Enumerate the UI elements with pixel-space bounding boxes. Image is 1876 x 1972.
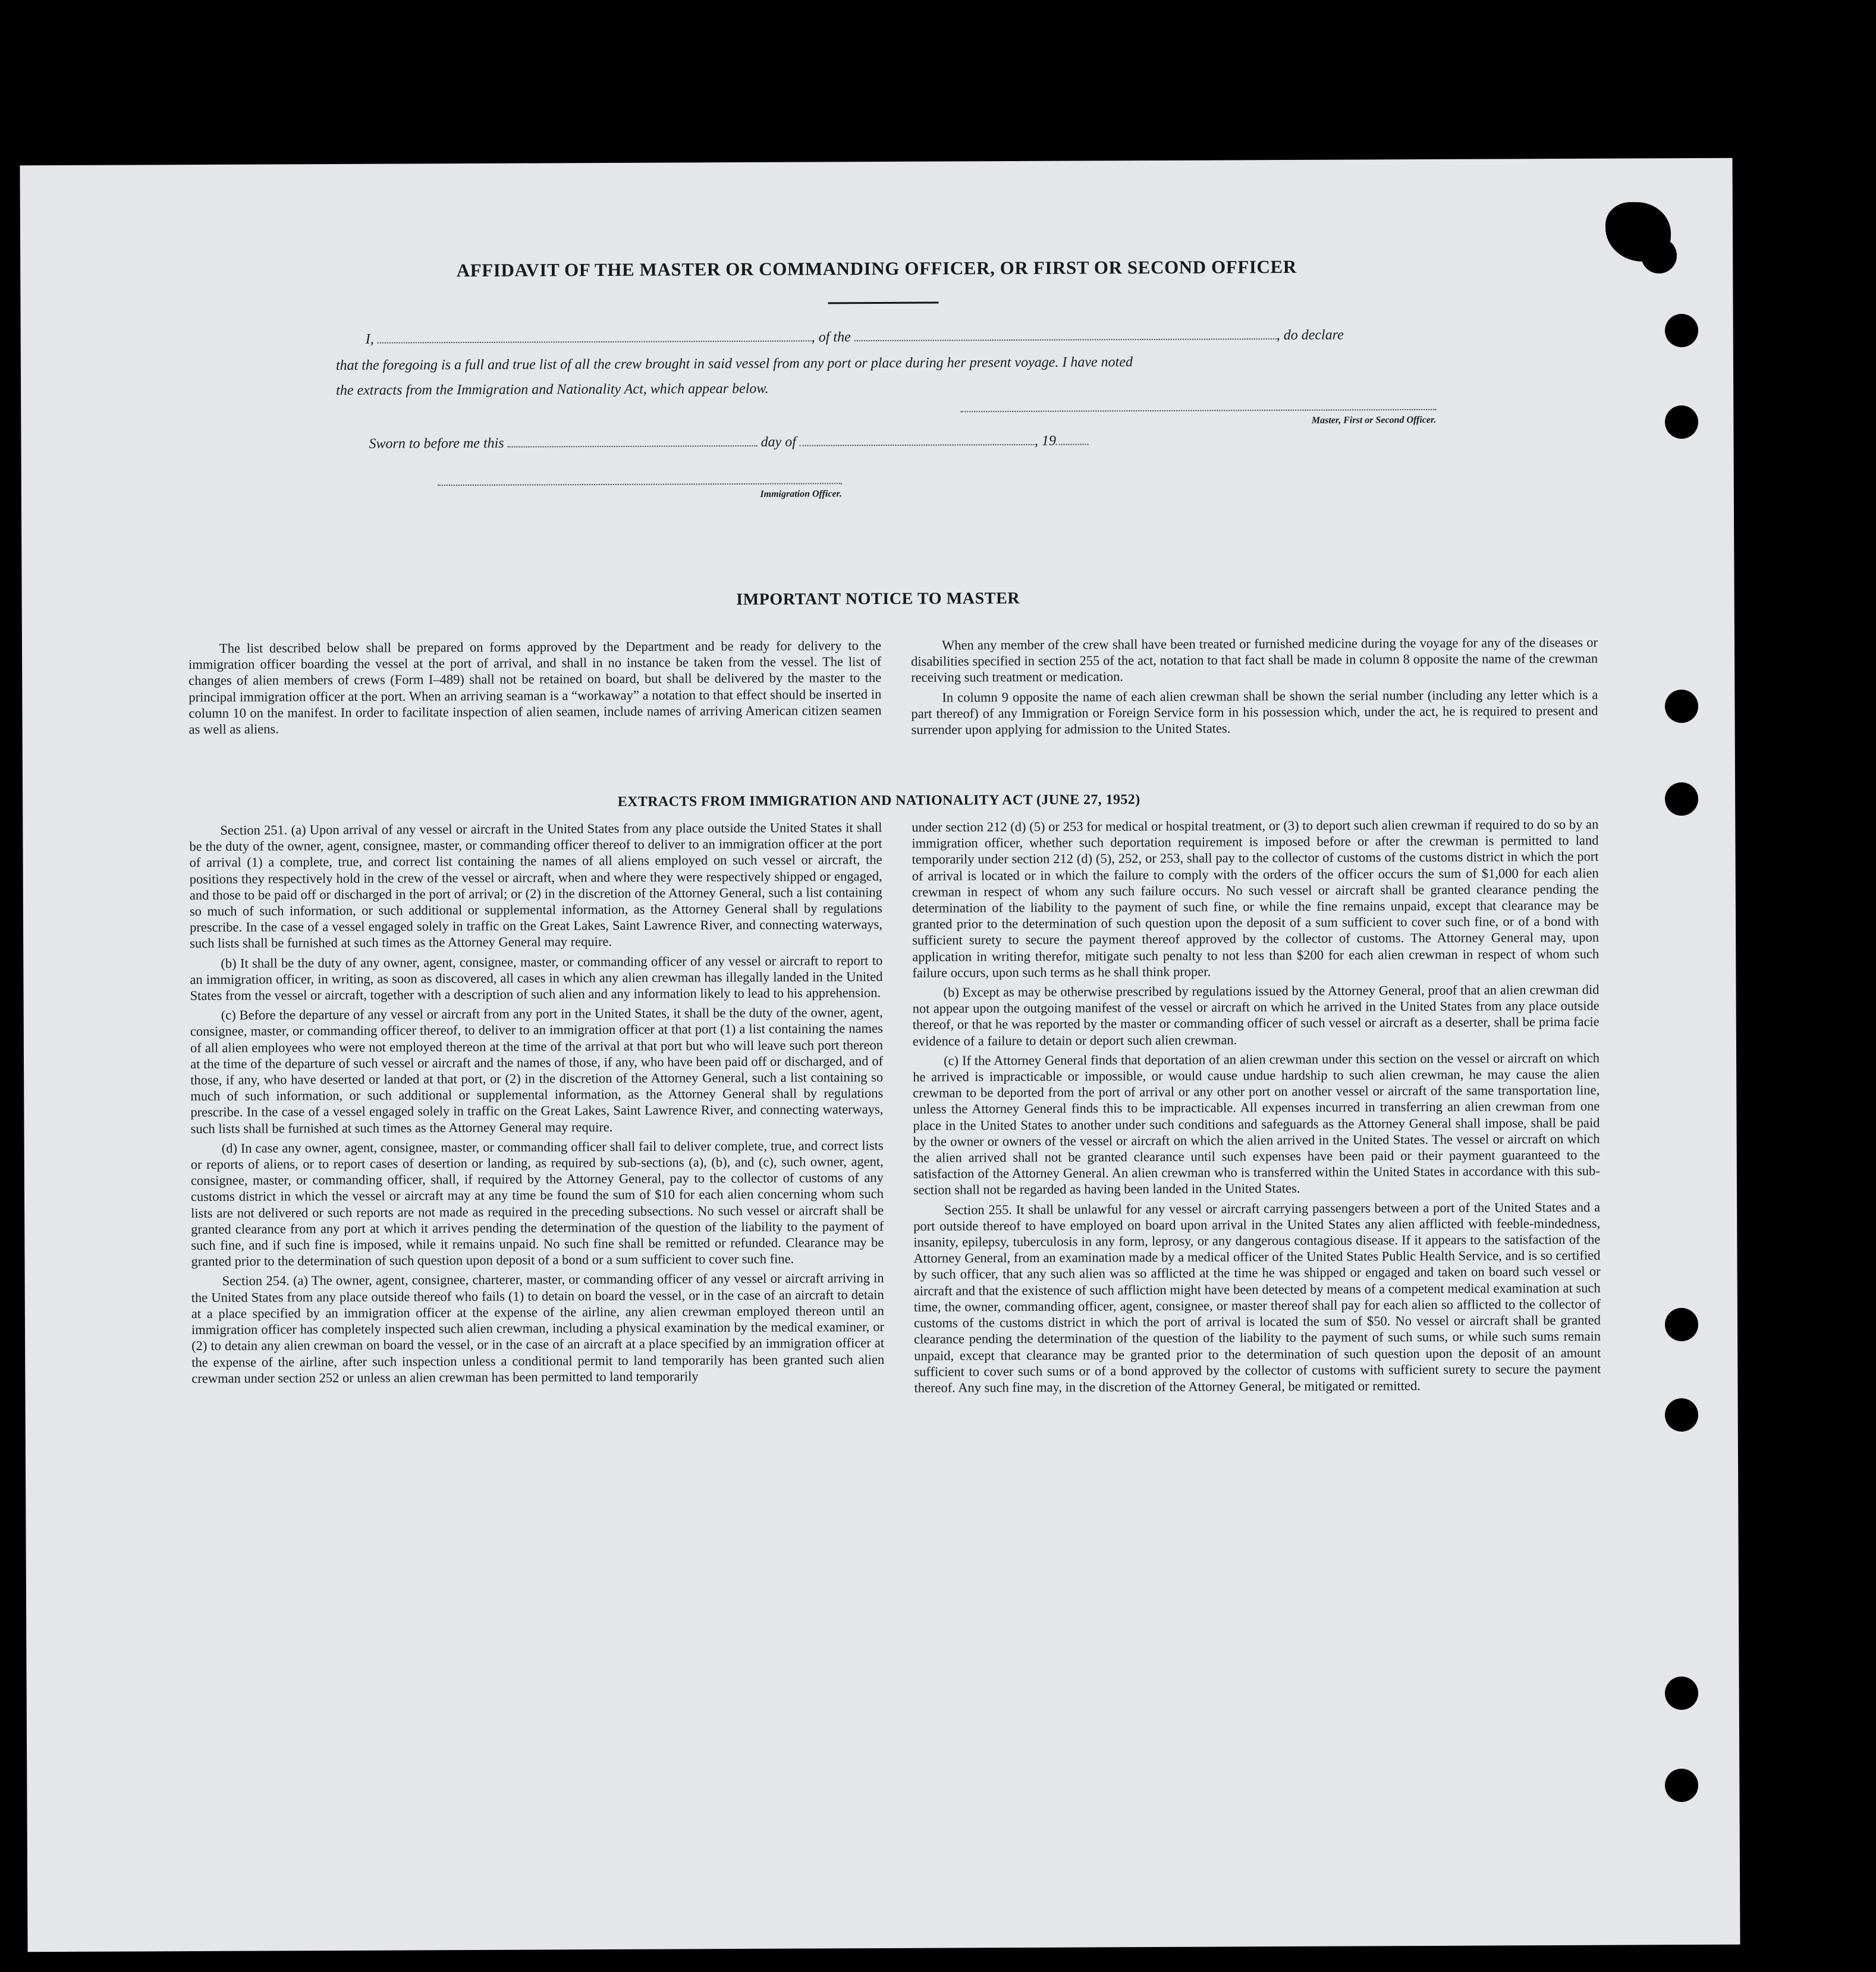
master-signature-line[interactable]	[960, 409, 1436, 412]
section-255: Section 255. It shall be unlawful for any vessel or aircraft carrying passengers between a port of the United States and a port outside thereof to have employed on board upon arrival in the United States any alien afflicted with feeble-mindedness, insanity, epilepsy, tuberculosis in any form, leprosy, or any dangerous contagious disease. If it appears to the satisfaction of the Attorney General, from an examination made by a medical officer of the United States Public Health Service, and is so certified by such officer, that any such alien was so afflicted at the time he was shipped or engaged and taken on board such vessel or aircraft and that the existence of such affliction might have been detected by means of a competent medical examination at such time, the owner, commanding officer, agent, consignee, or master thereof shall pay for each alien so afflicted to the collector of customs of the customs district in which the port of arrival is located the sum of $50. No vessel or aircraft shall be granted clearance pending the determination of the question of the liability to the payment of such sums, or while such sums remain unpaid, except that clearance may be granted prior to the determination of such question upon the deposit of an amount sufficient to cover such sums or of a bond approved by the collector of customs with sufficient surety to secure the payment thereof. Any such fine may, in the discretion of the Attorney General, be mitigated or remitted.	[913, 1199, 1601, 1395]
declaration-of-the: , of the	[811, 329, 851, 345]
binder-hole	[1665, 1769, 1698, 1802]
section-254-a-continued: under section 212 (d) (5) or 253 for medical or hospital treatment, or (3) to deport such alien crewman if required to do so by an immigration officer, whether such deportation requirement is imposed before or after the crewman is permitted to land temporarily under section 212 (d) (5), 252, or 253, shall pay to the collector of customs of the customs district in which the port of arrival is located or in which the failure to comply with the orders of the officer occurs the sum of $1,000 for each alien crewman in respect of whom any such failure occurs. No such vessel or aircraft shall be granted clearance pending the determination of the liability to the payment of such fine, or while the fine remains unpaid, except that clearance may be granted prior to the determination of such question upon the deposit of a sum sufficient to cover such fine, or of a bond with sufficient surety to secure the payment thereof approved by the collector of customs. The Attorney General may, upon application in writing therefor, mitigate such penalty to not less than $200 for each alien crewman in respect of whom such failure occurs, upon such terms as he shall think proper.	[912, 816, 1600, 980]
sworn-day-blank[interactable]	[508, 435, 758, 448]
section-251-b: (b) It shall be the duty of any owner, agent, consignee, master, or commanding officer of any vessel or aircraft to report to an immigration officer, in writing, as soon as discovered, all cases in which any alien crewman has illegally landed in the United States from the vessel or aircraft, together with a description of such alien and any information likely to lead to his apprehension.	[190, 952, 883, 1004]
extracts-right-column	[912, 816, 1601, 1399]
notice-left-paragraph: The list described below shall be prepared on forms approved by the Department and be ready for delivery to the immigration officer boarding the vessel at the port of arrival, and shall in no instance be taken from the vessel. The list of changes of alien members of crews (Form I–489) shall not be retained on board, but shall be delivered by the master to the principal immigration officer at the port. When an arriving seaman is a “workaway” a notation to that effect should be inserted in column 10 on the manifest. In order to facilitate inspection of alien seamen, include names of arriving American citizen seamen as well as aliens.	[188, 637, 882, 737]
master-caption: Master, First or Second Officer.	[1311, 414, 1437, 426]
section-254-c: (c) If the Attorney General finds that deportation of an alien crewman under this section on the vessel or aircraft on which he arrived is impracticable or impossible, or would cause undue hardship to such alien crewman, he may cause the alien crewman to be deported from the port of arrival or any other port on another vessel or aircraft of the same transportation line, unless the Attorney General finds this to be impracticable. All expenses incurred in transferring an alien crewman from one place in the United States to another under such conditions and safeguards as the Attorney General shall impose, shall be paid by the owner or owners of the vessel or aircraft on which the alien arrived in the United States. The vessel or aircraft on which the alien arrived shall not be granted clearance until such expenses have been paid or their payment guaranteed to the satisfaction of the Attorney General. An alien crewman who is transferred within the United States in accordance with this sub-section shall not be regarded as having been landed in the United States.	[913, 1050, 1600, 1198]
vessel-blank[interactable]	[854, 328, 1277, 341]
declaration-line-1	[366, 327, 1472, 348]
officer-signature-line[interactable]	[438, 483, 842, 486]
year-label: , 19	[1034, 433, 1056, 449]
officer-caption: Immigration Officer.	[760, 489, 842, 499]
declaration-line-3: the extracts from the Immigration and Nationality Act, which appear below.	[336, 380, 769, 398]
section-251-c: (c) Before the departure of any vessel or aircraft from any port in the United States, it shall be the duty of the owner, agent, consignee, master, or commanding officer thereof, to deliver to an immigration officer at that port (1) a list containing the names of all alien employees who were not employed thereon at the time of the arrival at that port but who will leave such port thereon at the time of the departure of such vessel or aircraft and the names of those, if any, who have been paid off or discharged, and of those, if any, who have deserted or landed at that port, or (2) in the discretion of the Attorney General, such a list containing so much of such information, or such additional or supplemental information, as the Attorney General shall by regulations prescribe. In the case of a vessel engaged solely in traffic on the Great Lakes, Saint Lawrence River, and connecting waterways, such lists shall be furnished at such times as the Attorney General may require.	[190, 1005, 884, 1136]
sworn-line	[369, 433, 1201, 452]
document-page	[20, 158, 1740, 1952]
title-underline	[828, 302, 938, 304]
extracts-left-column	[189, 819, 884, 1390]
section-251-a: Section 251. (a) Upon arrival of any vessel or aircraft in the United States from any place outside the United States it shall be the duty of the owner, agent, consignee, master, or commanding officer thereof to deliver to an immigration officer at the port of arrival (1) a complete, true, and correct list containing the names of all aliens employed on such vessel or aircraft, the positions they respectively hold in the crew of the vessel or aircraft, when and where they were respectively shipped or engaged, and those to be paid off or discharged in the port of arrival; or (2) in the discretion of the Attorney General, such a list containing so much of such information, or such additional or supplemental information, as the Attorney General shall by regulations prescribe. In the case of a vessel engaged solely in traffic on the Great Lakes, Saint Lawrence River, and connecting waterways, such lists shall be furnished at such times as the Attorney General may require.	[189, 819, 883, 951]
affidavit-title: AFFIDAVIT OF THE MASTER OR COMMANDING OFFICER, OR FIRST OR SECOND OFFICER	[456, 256, 1297, 281]
binder-hole	[1665, 314, 1698, 347]
day-of-label: day of	[761, 434, 796, 450]
notice-right-column	[911, 634, 1598, 741]
notice-left-column	[188, 637, 882, 741]
declaration-i: I,	[365, 331, 374, 347]
ink-stain	[1641, 238, 1677, 273]
section-251-d: (d) In case any owner, agent, consignee, master, or commanding officer shall fail to deliver complete, true, and correct lists or reports of aliens, or to report cases of desertion or landing, as required by sub-sections (a), (b), and (c), such owner, agent, consignee, master, or commanding officer, shall, if required by the Attorney General, pay to the collector of customs of any customs district in which the vessel or aircraft may at any time be found the sum of $10 for each alien concerning whom such lists are not delivered or such reports are not made as required in the preceding subsections. No such vessel or aircraft shall be granted clearance from any port at which it arrives pending the determination of the question of the liability to the payment of such fine, and if such fine is imposed, while it remains unpaid. No such fine shall be remitted or refunded. Clearance may be granted prior to the determination of such question upon deposit of a bond or a sum sufficient to cover such fine.	[190, 1137, 884, 1269]
binder-hole	[1665, 405, 1698, 439]
binder-hole	[1665, 1398, 1698, 1432]
declaration-do-declare: , do declare	[1276, 327, 1344, 344]
section-254-a: Section 254. (a) The owner, agent, consignee, charterer, master, or commanding officer of any vessel or aircraft arriving in the United States from any place outside thereof who fails (1) to detain on board the vessel, or in the case of an aircraft to detain at a place specified by an immigration officer at the expense of the airline, any alien crewman employed thereon until an immigration officer has completely inspected such alien crewman, including a physical examination by the medical examiner, or (2) to detain any alien crewman on board the vessel, or in the case of an aircraft at a place specified by an immigration officer at the expense of the airline, after such inspection unless a conditional permit to land temporarily has been granted such alien crewman under section 252 or unless an alien crewman has been permitted to land temporarily	[191, 1270, 885, 1386]
notice-right-paragraph: When any member of the crew shall have been treated or furnished medicine during the voyage for any of the diseases or disabilities specified in section 255 of the act, notation to that fact shall be made in column 8 opposite the name of the crewman receiving such treatment or medication.	[911, 634, 1598, 685]
sworn-month-blank[interactable]	[800, 433, 1035, 446]
declaration-line-2: that the foregoing is a full and true list of all the crew brought in said vessel from any port or place during her present voyage. I have noted	[335, 354, 1133, 373]
binder-hole	[1665, 1677, 1698, 1710]
section-254-b: (b) Except as may be otherwise prescribed by regulations issued by the Attorney General, proof that an alien crewman did not appear upon the outgoing manifest of the vessel or aircraft on which he arrived in the United States from any place outside thereof, or that he was reported by the master or commanding officer of such vessel or aircraft as a deserter, shall be prima facie evidence of a failure to detain or deport such alien crewman.	[912, 982, 1600, 1049]
binder-hole	[1665, 690, 1698, 723]
notice-title: IMPORTANT NOTICE TO MASTER	[736, 589, 1020, 609]
extracts-title: EXTRACTS FROM IMMIGRATION AND NATIONALITY ACT (JUNE 27, 1952)	[617, 792, 1140, 810]
name-blank[interactable]	[378, 329, 812, 343]
binder-hole	[1665, 782, 1698, 816]
sworn-label: Sworn to before me this	[369, 435, 504, 452]
sworn-year-blank[interactable]	[1056, 433, 1089, 445]
binder-hole	[1665, 1308, 1698, 1341]
notice-right-paragraph: In column 9 opposite the name of each alien crewman shall be shown the serial number (including any letter which is a part thereof) of any Immigration or Foreign Service form in his possession which, under the act, he is required to present and surrender upon applying for admission to the United States.	[911, 687, 1598, 737]
